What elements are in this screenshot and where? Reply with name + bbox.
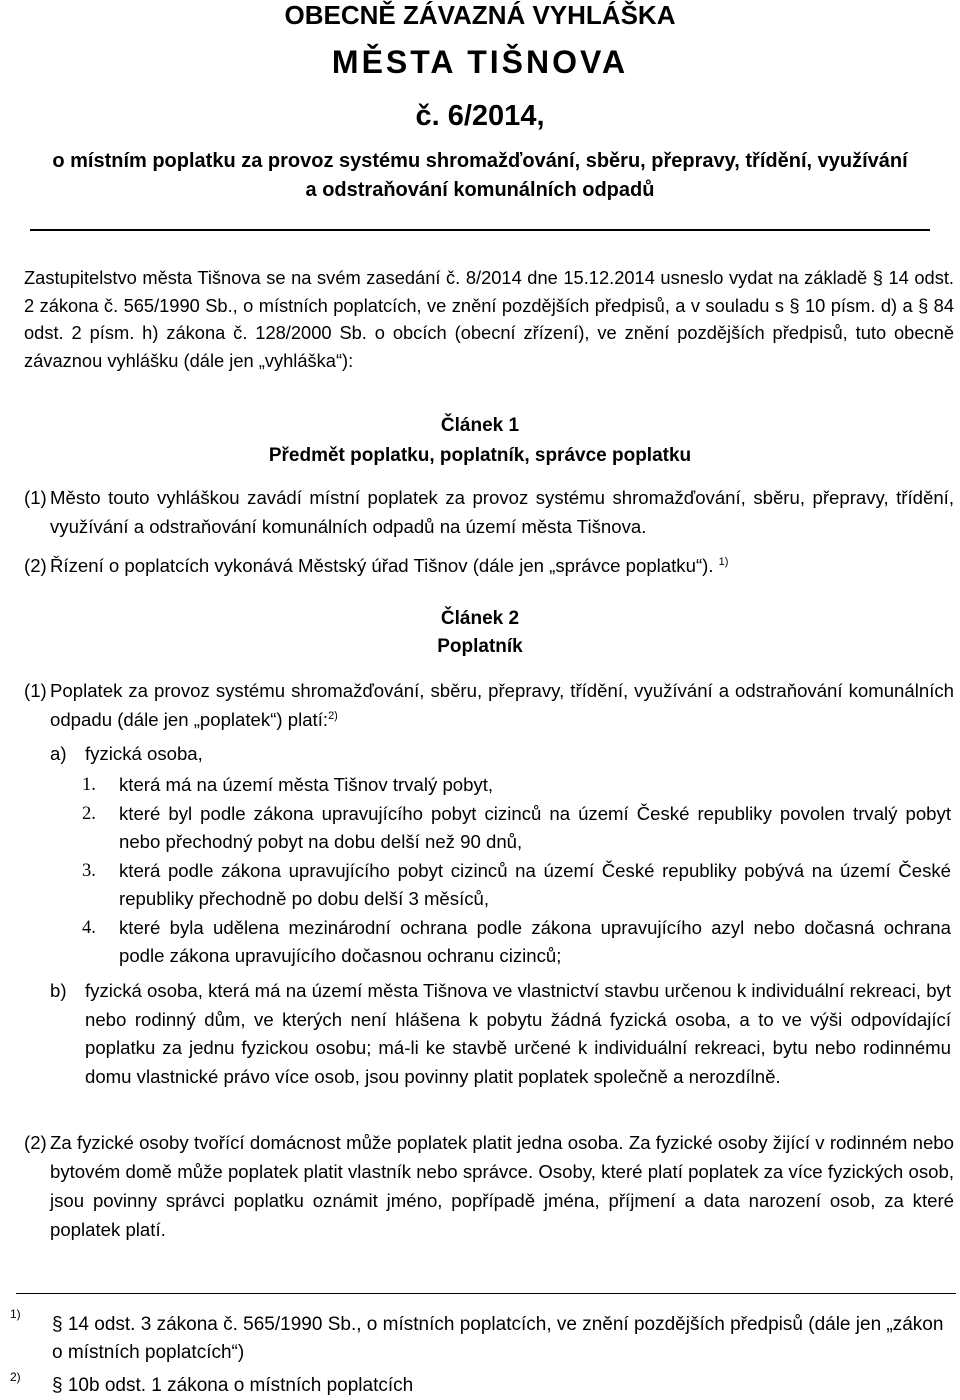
list-marker: 3.: [82, 860, 96, 881]
footnote-1-text: § 14 odst. 3 zákona č. 565/1990 Sb., o místních poplatcích, ve znění pozdějších předpisů (dále jen „zákon o místních poplatcích“): [52, 1314, 944, 1363]
article1-paragraph1: [24, 484, 954, 541]
footnote-2-text: § 10b odst. 1 zákona o místních poplatcích: [52, 1375, 414, 1396]
list-marker: b): [50, 980, 67, 1001]
sub-item-1: [82, 771, 951, 799]
list-text: které byl podle zákona upravujícího pobyt cizinců na území České republiky povolen trvalý pobyt nebo přechodný pobyt na dobu delší než 90 dnů,: [119, 803, 951, 852]
paragraph-number: (1): [24, 487, 47, 508]
list-marker: a): [50, 743, 67, 764]
article2-paragraph2: [24, 1128, 954, 1244]
article2-heading: Článek 2: [440, 608, 520, 629]
paragraph-text: Řízení o poplatcích vykonává Městský úřad Tišnov (dále jen „správce poplatku“).: [50, 555, 714, 576]
doc-subtitle-line2: a odstraňování komunálních odpadů: [305, 179, 655, 201]
paragraph-text: Město touto vyhláškou zavádí místní poplatek za provoz systému shromažďování, sběru, přepravy, třídění, využívání a odstraňování komunálních odpadů na území města Tišnova.: [50, 487, 954, 537]
list-text: fyzická osoba,: [85, 743, 203, 764]
paragraph-text: Za fyzické osoby tvořící domácnost může poplatek platit jedna osoba. Za fyzické osoby žijící v rodinném nebo bytovém domě může poplatek platit vlastník nebo správce. Osoby, které platí poplatek za více fyzických osob, jsou povinny správci poplatku oznámit jméno, popřípadě jména, příjmení a data narození osob, za které poplatek platí.: [50, 1132, 954, 1240]
article1-title: Předmět poplatku, poplatník, správce poplatku: [268, 445, 692, 466]
footnote-ref: 2): [328, 709, 338, 722]
title-divider: [30, 229, 930, 231]
intro-paragraph: Zastupitelstvo města Tišnova se na svém zasedání č. 8/2014 dne 15.12.2014 usneslo vydat na základě § 14 odst. 2 zákona č. 565/1990 Sb., o místních poplatcích, ve znění pozdějších předpisů, a v souladu s § 10 písm. d) a § 84 odst. 2 písm. h) zákona č. 128/2000 Sb. o obcích (obecní zřízení), ve znění pozdějších předpisů, tuto obecně závaznou vyhlášku (dále jen „vyhláška“):: [24, 267, 954, 371]
footnote-ref: 1): [718, 556, 729, 568]
list-text: které byla udělena mezinárodní ochrana podle zákona upravujícího azyl nebo dočasná ochrana podle zákona upravujícího dočasnou ochranu cizinců;: [119, 917, 951, 966]
paragraph-number: (1): [24, 680, 47, 701]
sub-item-3: [82, 857, 951, 913]
paragraph-text: Poplatek za provoz systému shromažďování, sběru, přepravy, třídění, využívání a odstraňování komunálních odpadu (dále jen „poplatek“) platí:: [50, 680, 954, 730]
list-text: fyzická osoba, která má na území města Tišnova ve vlastnictví stavbu určenou k individuální rekreaci, byt nebo rodinný dům, ve kterých není hlášena k pobytu žádná fyzická osoba, a to ve výši odpovídající poplatku za jednu fyzickou osobu; má-li ke stavbě určené k individuální rekreaci, bytu nebo rodinnému domu vlastnické právo více osob, jsou povinny platit poplatek společně a nerozdílně.: [85, 980, 951, 1088]
list-item-a: [50, 740, 950, 768]
article2-paragraph1: [24, 677, 954, 734]
sub-item-4: [82, 914, 951, 970]
sub-item-2: [82, 800, 951, 856]
paragraph-number: (2): [24, 555, 47, 576]
doc-number: č. 6/2014,: [415, 100, 545, 132]
list-item-b: [50, 977, 951, 1092]
article1-heading: Článek 1: [440, 415, 520, 436]
article1-paragraph2: [24, 552, 954, 581]
doc-title-line2: MĚSTA TIŠNOVA: [331, 44, 629, 80]
doc-title-line1: OBECNĚ ZÁVAZNÁ VYHLÁŠKA: [284, 0, 676, 30]
list-text: která má na území města Tišnov trvalý pobyt,: [119, 774, 494, 795]
doc-subtitle-line1: o místním poplatku za provoz systému shromažďování, sběru, přepravy, třídění, využívání: [52, 150, 908, 172]
footnote-2-mark: 2): [10, 1370, 21, 1384]
list-marker: 2.: [82, 803, 96, 824]
list-text: která podle zákona upravujícího pobyt cizinců na území České republiky pobývá na území České republiky přechodně po dobu delší 3 měsíců,: [119, 860, 951, 909]
list-marker: 4.: [82, 917, 96, 938]
list-marker: 1.: [82, 774, 96, 795]
article2-title: Poplatník: [437, 636, 523, 657]
paragraph-number: (2): [24, 1132, 47, 1153]
footnote-divider: [16, 1293, 956, 1294]
footnote-1-mark: 1): [10, 1307, 21, 1321]
